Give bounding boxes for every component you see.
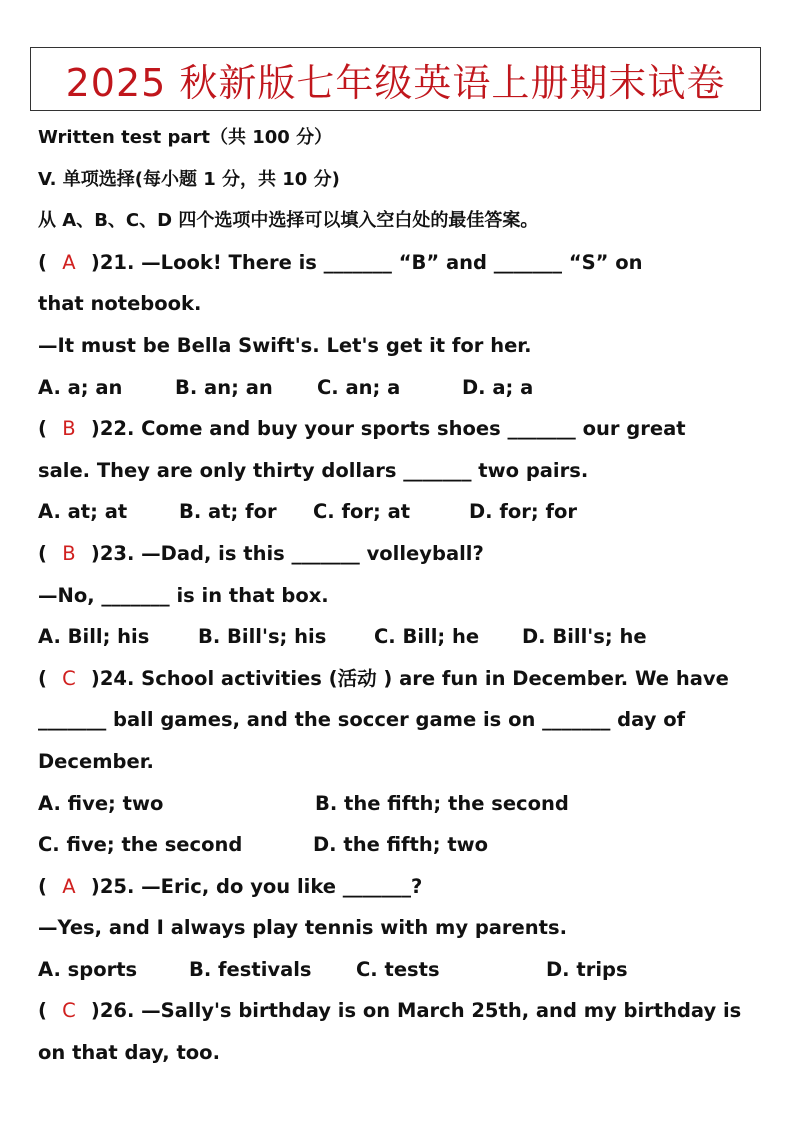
answer-mark: A (62, 874, 76, 898)
option-c: C. for; at (313, 500, 411, 524)
option-c: C. an; a (317, 375, 401, 399)
part-heading: V. 单项选择(每小题 1 分，共 10 分) (38, 168, 340, 190)
option-a: A. a; an (38, 375, 123, 399)
option-a: A. sports (38, 957, 138, 981)
question-22-options (38, 491, 758, 533)
title-box (30, 47, 761, 111)
question-25-line-2: —Yes, and I always play tennis with my parents. (38, 916, 567, 940)
exam-content (38, 117, 758, 1074)
section-title: Written test part（共 100 分） (38, 127, 333, 148)
answer-mark: C (62, 666, 76, 690)
option-d: D. Bill's; he (522, 625, 647, 649)
option-d: D. trips (546, 957, 628, 981)
answer-mark: A (62, 250, 76, 274)
option-b: B. an; an (175, 375, 273, 399)
option-c: C. Bill; he (374, 625, 480, 649)
question-25-options (38, 949, 758, 991)
option-c: C. five; the second (38, 833, 243, 857)
option-b: B. festivals (189, 957, 312, 981)
question-24-options-1 (38, 783, 758, 825)
question-22-line-1: ( B )22. Come and buy your sports shoes _______ our great (38, 408, 758, 450)
option-d: D. the fifth; two (313, 833, 489, 857)
option-a: A. at; at (38, 500, 128, 524)
option-a: A. five; two (38, 791, 164, 815)
question-23-options (38, 616, 758, 658)
question-21-line-1: ( A )21. —Look! There is _______ “B” and _______ “S” on (38, 242, 758, 284)
question-24-line-1: ( C )24. School activities (活动 ) are fun in December. We have (38, 658, 758, 700)
question-21-line-3: —It must be Bella Swift's. Let's get it for her. (38, 333, 532, 357)
option-d: D. for; for (469, 500, 577, 524)
instruction: 从 A、B、C、D 四个选项中选择可以填入空白处的最佳答案。 (38, 210, 539, 232)
question-23-line-1: ( B )23. —Dad, is this _______ volleyball? (38, 533, 758, 575)
option-b: B. at; for (179, 500, 277, 524)
question-25-line-1: ( A )25. —Eric, do you like _______? (38, 866, 758, 908)
question-21-line-2: that notebook. (38, 292, 202, 316)
answer-mark: B (62, 541, 76, 565)
answer-mark: C (62, 999, 76, 1023)
option-b: B. Bill's; his (198, 625, 327, 649)
option-a: A. Bill; his (38, 625, 150, 649)
question-24-line-2: _______ ball games, and the soccer game is on _______ day of (38, 708, 686, 732)
question-24-options-2 (38, 824, 758, 866)
question-26-line-1: ( C )26. —Sally's birthday is on March 25th, and my birthday is (38, 990, 758, 1032)
question-23-line-2: —No, _______ is in that box. (38, 583, 329, 607)
option-b: B. the fifth; the second (315, 791, 569, 815)
option-c: C. tests (356, 957, 440, 981)
question-21-options (38, 367, 758, 409)
question-22-line-2: sale. They are only thirty dollars _______ two pairs. (38, 458, 589, 482)
answer-mark: B (62, 417, 76, 441)
question-26-line-2: on that day, too. (38, 1041, 220, 1065)
option-d: D. a; a (462, 375, 534, 399)
question-24-line-3: December. (38, 749, 154, 773)
page-title: 2025 秋新版七年级英语上册期末试卷 (65, 60, 726, 105)
